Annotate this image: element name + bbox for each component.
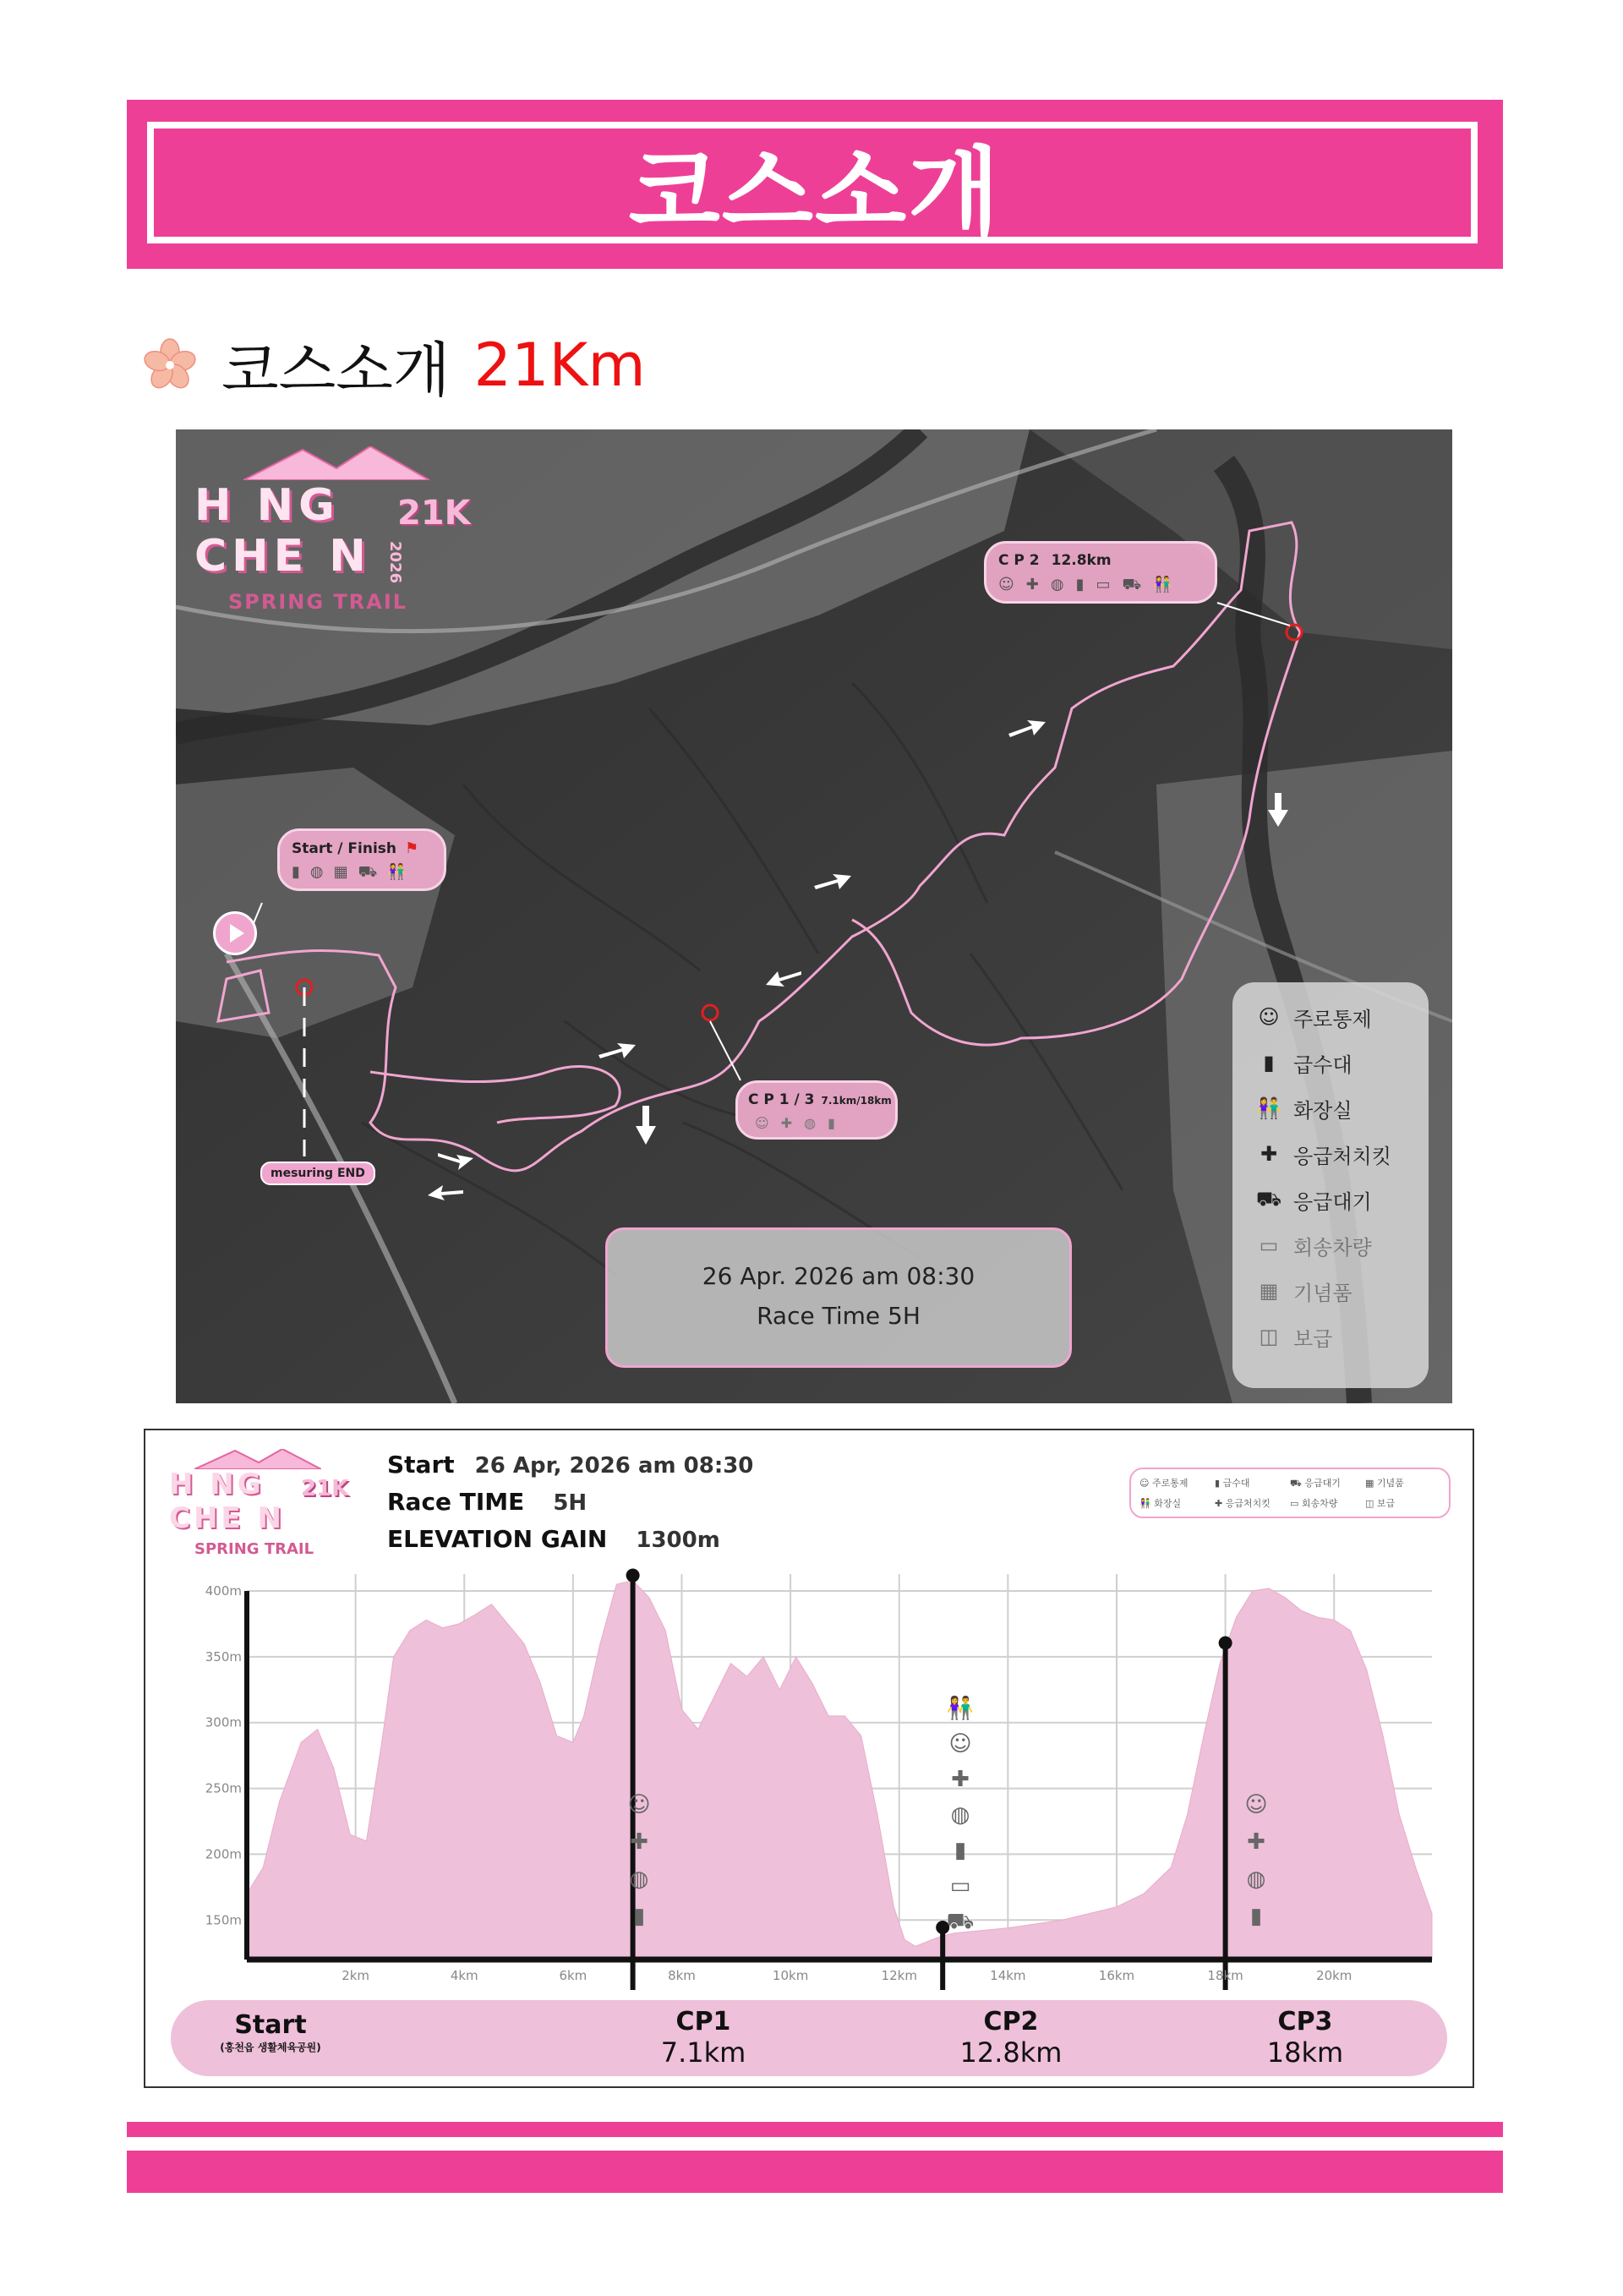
marshal-icon: ☺ bbox=[1244, 1792, 1268, 1818]
first-aid-icon: ✚ bbox=[630, 1829, 648, 1855]
cp13-label: C P 1 / 3 bbox=[748, 1091, 815, 1108]
section-distance: 21Km bbox=[473, 331, 646, 400]
y-tick-label: 300m bbox=[205, 1714, 242, 1730]
logo-line1: H NG bbox=[169, 1468, 265, 1501]
section-title: 코스소개 bbox=[221, 335, 451, 405]
elevation-profile bbox=[144, 1429, 1474, 2088]
course-map[interactable] bbox=[176, 429, 1452, 1403]
bus-icon: ▭ bbox=[1096, 576, 1111, 593]
legend-bus: ▭ 회송차량 bbox=[1290, 1498, 1338, 1510]
cherry-blossom-icon bbox=[142, 337, 198, 393]
water-icon: ▮ bbox=[292, 863, 300, 881]
footer-bar-thick bbox=[127, 2151, 1503, 2193]
ambulance-icon: ⛟ bbox=[1255, 1186, 1282, 1211]
cp1-checkpoint: CP1 7.1km bbox=[660, 2007, 746, 2069]
toilet-icon: 👫 bbox=[946, 1696, 975, 1721]
bus-icon: ▭ bbox=[949, 1873, 971, 1899]
legend-item: ▦ 기념품 bbox=[1254, 1268, 1429, 1314]
x-tick-label: 2km bbox=[342, 1968, 370, 1983]
x-tick-label: 10km bbox=[772, 1968, 809, 1983]
cp3-checkpoint: CP3 18km bbox=[1266, 2007, 1344, 2069]
y-tick-label: 400m bbox=[205, 1583, 242, 1599]
bus-icon: ▭ bbox=[1259, 1233, 1279, 1257]
checkpoint-dot bbox=[626, 1569, 640, 1583]
ambulance-icon: ⛟ bbox=[946, 1909, 975, 1934]
first-aid-icon: ✚ bbox=[1260, 1142, 1278, 1166]
marshal-icon: ☺ bbox=[948, 1731, 972, 1757]
food-icon: ◍ bbox=[1246, 1867, 1266, 1892]
logo-line2: CHE N bbox=[169, 1501, 285, 1535]
cp1-aid-icons bbox=[622, 1792, 656, 1929]
x-tick-label: 12km bbox=[881, 1968, 917, 1983]
cp2-aid-icons bbox=[943, 1696, 977, 1938]
x-tick-label: 6km bbox=[559, 1968, 587, 1983]
cp2-distance: 12.8km bbox=[1051, 552, 1112, 569]
food-icon: ◍ bbox=[1050, 576, 1064, 593]
start-finish-callout[interactable] bbox=[277, 828, 446, 891]
logo-subtitle: SPRING TRAIL bbox=[194, 1540, 314, 1558]
water-station-icon: ▮ bbox=[1263, 1051, 1275, 1074]
legend-item: ▮ 급수대 bbox=[1254, 1040, 1429, 1085]
x-tick-label: 14km bbox=[990, 1968, 1026, 1983]
marshal-icon: ☺ bbox=[1258, 1005, 1280, 1029]
footer-bar-thin bbox=[127, 2122, 1503, 2137]
water-icon: ▮ bbox=[1075, 576, 1085, 593]
water-icon: ▮ bbox=[632, 1904, 646, 1929]
cp13-distance: 7.1km/18km bbox=[821, 1095, 892, 1107]
logo-subtitle: SPRING TRAIL bbox=[228, 590, 408, 614]
legend-toilet: 👫 화장실 bbox=[1139, 1498, 1182, 1510]
legend-marshal: ☺ 주로통제 bbox=[1139, 1478, 1189, 1490]
legend-gift: ▦ 기념품 bbox=[1365, 1478, 1404, 1490]
start-label: Start bbox=[387, 1451, 455, 1479]
cp2-checkpoint: CP2 12.8km bbox=[959, 2007, 1063, 2069]
mountain-logo-icon bbox=[243, 446, 429, 480]
race-info-box bbox=[605, 1227, 1072, 1368]
flag-icon: ⚑ bbox=[405, 839, 419, 857]
race-time-value: 5H bbox=[553, 1490, 587, 1516]
toilet-icon: 👫 bbox=[1256, 1096, 1281, 1120]
gift-icon: ▦ bbox=[333, 863, 348, 881]
first-aid-icon: ✚ bbox=[780, 1115, 793, 1131]
logo-line2: CHE N bbox=[194, 531, 371, 582]
food-icon: ◍ bbox=[950, 1802, 970, 1828]
x-tick-label: 20km bbox=[1316, 1968, 1352, 1983]
ambulance-icon: ⛟ bbox=[1122, 576, 1142, 593]
elevation-gain-value: 1300m bbox=[636, 1528, 720, 1553]
legend-ambulance: ⛟ 응급대기 bbox=[1290, 1477, 1341, 1489]
legend-item: ✚ 응급처치킷 bbox=[1254, 1131, 1429, 1177]
section-heading bbox=[142, 323, 646, 407]
x-tick-label: 4km bbox=[450, 1968, 478, 1983]
toilet-icon: 👫 bbox=[387, 863, 407, 881]
race-time: Race Time 5H bbox=[757, 1302, 921, 1330]
event-logo bbox=[194, 446, 482, 632]
food-icon: ◍ bbox=[309, 863, 324, 881]
marshal-icon: ☺ bbox=[755, 1115, 769, 1131]
cp3-aid-icons bbox=[1239, 1792, 1273, 1929]
elevation-chart bbox=[145, 1430, 1473, 2022]
logo-badge: 21K bbox=[301, 1476, 349, 1501]
gift-icon: ▦ bbox=[1259, 1279, 1279, 1303]
y-tick-label: 250m bbox=[205, 1780, 242, 1796]
marshal-icon: ☺ bbox=[627, 1792, 651, 1818]
start-checkpoint: Start (홍천읍 생활체육공원) bbox=[220, 2010, 321, 2053]
legend-item: ⛟ 응급대기 bbox=[1255, 1186, 1372, 1214]
elevation-gain-label: ELEVATION GAIN bbox=[387, 1525, 608, 1553]
play-icon bbox=[216, 914, 254, 953]
measuring-end-label: mesuring END bbox=[260, 1162, 375, 1185]
toilet-icon: 👫 bbox=[1153, 576, 1172, 593]
x-tick-label: 18km bbox=[1207, 1968, 1243, 1983]
map-legend bbox=[1232, 982, 1429, 1388]
y-tick-label: 150m bbox=[205, 1912, 242, 1928]
water-icon: ▮ bbox=[828, 1115, 835, 1131]
cp2-label: C P 2 bbox=[998, 552, 1040, 569]
water-icon: ▮ bbox=[954, 1838, 967, 1863]
cp2-callout[interactable] bbox=[984, 541, 1217, 604]
legend-first-aid: ✚ 응급처치킷 bbox=[1215, 1498, 1271, 1510]
x-tick-label: 16km bbox=[1098, 1968, 1135, 1983]
food-icon: ◍ bbox=[804, 1115, 817, 1131]
legend-water: ▮ 급수대 bbox=[1215, 1478, 1250, 1490]
supply-icon: ◫ bbox=[1259, 1325, 1279, 1348]
legend-supply: ◫ 보급 bbox=[1365, 1498, 1396, 1510]
start-value: 26 Apr, 2026 am 08:30 bbox=[474, 1453, 754, 1479]
start-marker[interactable] bbox=[213, 911, 257, 955]
logo-badge: 21K bbox=[397, 494, 471, 533]
cp13-callout[interactable] bbox=[735, 1080, 898, 1140]
first-aid-icon: ✚ bbox=[1247, 1829, 1265, 1855]
legend-item: ◫ 보급 bbox=[1254, 1314, 1429, 1359]
first-aid-icon: ✚ bbox=[1025, 576, 1039, 593]
logo-line1: H NG bbox=[194, 480, 340, 531]
legend-item: 👫 화장실 bbox=[1254, 1085, 1429, 1131]
logo-year: 2026 bbox=[386, 541, 404, 584]
food-icon: ◍ bbox=[629, 1867, 649, 1892]
race-time-label: Race TIME bbox=[387, 1488, 525, 1516]
first-aid-icon: ✚ bbox=[951, 1767, 970, 1792]
y-tick-label: 200m bbox=[205, 1846, 242, 1862]
marshal-icon: ☺ bbox=[998, 576, 1014, 593]
start-finish-label: Start / Finish bbox=[292, 839, 396, 857]
x-tick-label: 8km bbox=[668, 1968, 696, 1983]
page-title: 코스소개 bbox=[628, 137, 1002, 248]
ambulance-icon: ⛟ bbox=[358, 863, 378, 881]
legend-item: ▭ 회송차량 bbox=[1254, 1222, 1429, 1268]
legend-item: ☺ 주로통제 bbox=[1254, 994, 1429, 1040]
y-tick-label: 350m bbox=[205, 1648, 242, 1665]
checkpoint-dot bbox=[1219, 1636, 1232, 1649]
water-icon: ▮ bbox=[1249, 1904, 1263, 1929]
race-date: 26 Apr. 2026 am 08:30 bbox=[702, 1262, 975, 1290]
